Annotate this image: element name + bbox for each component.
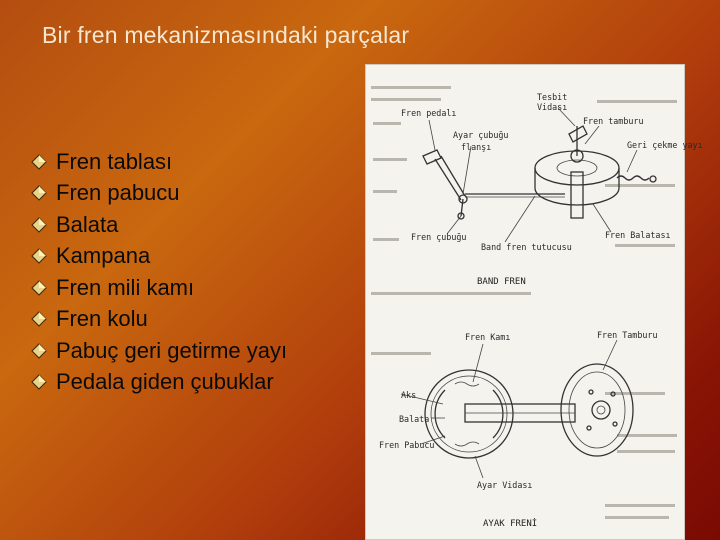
label-fren-cubugu: Fren çubuğu [411, 232, 467, 242]
label-vidasi: Vidası [537, 102, 568, 112]
label-ayar-cubugu: Ayar çubuğu [453, 130, 509, 140]
diamond-bullet-icon [30, 153, 48, 171]
list-item [30, 241, 287, 273]
label-aks: Aks [401, 390, 417, 400]
list-item [30, 335, 287, 367]
label-tesbit: Tesbit [537, 92, 568, 102]
brake-pedal [423, 150, 441, 164]
diamond-bullet-icon [30, 216, 48, 234]
list-item [30, 146, 287, 178]
bullet-text: Fren tablası [56, 148, 173, 174]
caption-ayak-freni: AYAK FRENİ [483, 519, 538, 529]
label-ayar-vidasi: Ayar Vidası [477, 480, 533, 490]
list-item [30, 367, 287, 399]
label-fren-pedali: Fren pedalı [401, 108, 457, 118]
label-geri-cekme-yayi: Geri çekme yayı [627, 140, 703, 150]
bullet-text: Fren mili kamı [56, 274, 195, 300]
list-item [30, 178, 287, 210]
label-flansi: flanşı [461, 142, 492, 152]
scan-background-texture [371, 86, 677, 519]
bullet-text: Kampana [56, 243, 151, 269]
bullet-list [30, 146, 287, 398]
label-fren-tamburu-top: Fren tamburu [583, 116, 644, 126]
label-fren-kami: Fren Kamı [465, 332, 511, 342]
diamond-bullet-icon [30, 310, 48, 328]
label-fren-tamburu: Fren Tamburu [597, 330, 658, 340]
list-item [30, 304, 287, 336]
label-band-fren-tutucusu: Band fren tutucusu [481, 242, 572, 252]
band-brake-drawing [423, 108, 656, 242]
bullet-text: Balata [56, 211, 119, 237]
brake-diagram-drawing [365, 64, 703, 540]
bullet-text: Pedala giden çubuklar [56, 369, 274, 395]
label-fren-pabucu: Fren Pabucu [379, 440, 435, 450]
bullet-text: Fren pabucu [56, 180, 180, 206]
caption-band-fren: BAND FREN [477, 277, 526, 287]
diamond-bullet-icon [30, 373, 48, 391]
slide-title: Bir fren mekanizmasındaki parçalar [42, 22, 410, 48]
list-item [30, 209, 287, 241]
bullet-text: Fren kolu [56, 306, 148, 332]
label-balata: Balata [399, 414, 430, 424]
label-fren-balatasi: Fren Balatası [605, 230, 671, 240]
diamond-bullet-icon [30, 279, 48, 297]
diamond-bullet-icon [30, 247, 48, 265]
drum-brake-drawing [401, 340, 633, 478]
diamond-bullet-icon [30, 184, 48, 202]
diamond-bullet-icon [30, 342, 48, 360]
list-item [30, 272, 287, 304]
bullet-text: Pabuç geri getirme yayı [56, 337, 288, 363]
brake-mechanism-figure [365, 64, 703, 540]
